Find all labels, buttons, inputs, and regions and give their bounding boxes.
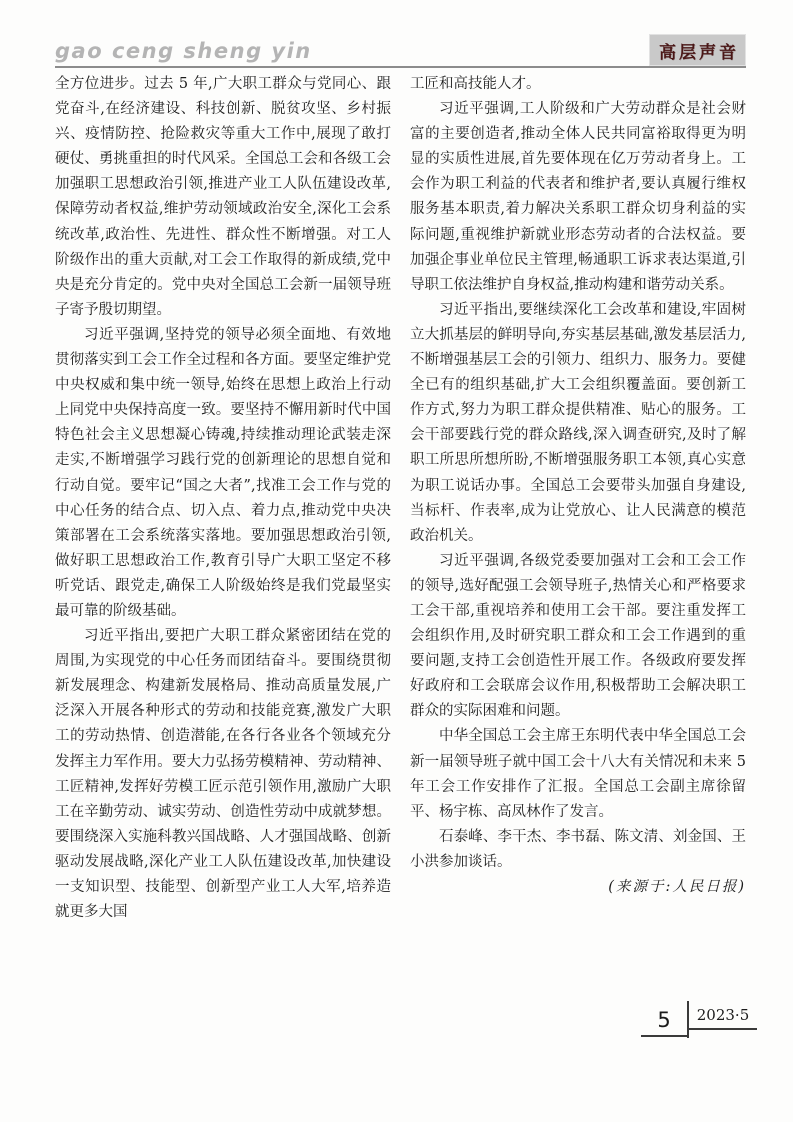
article-body	[55, 72, 746, 925]
paragraph: 工匠和高技能人才。	[410, 76, 541, 92]
section-label-badge: 高层声音	[649, 34, 746, 66]
source-note: (来源于:人民日报)	[608, 879, 746, 895]
page-header	[55, 34, 746, 68]
paragraph: 习近平指出,要把广大职工群众紧密团结在党的周围,为实现党的中心任务而团结奋斗。要围绕贯彻新发展理念、构建新发展格局、推动高质量发展,广泛深入开展各种形式的劳动和技能竞赛,激发广大职工的劳动热情、创造潜能,在各行各业各个领域充分发挥主力军作用。要大力弘扬劳模精神、劳动精神、工匠精神,发挥好劳模工匠示范引领作用,激励广大职工在辛勤劳动、诚实劳动、创造性劳动中成就梦想。要围绕深入实施科教兴国战略、人才强国战略、创新驱动发展战略,深化产业工人队伍建设改革,加快建设一支知识型、技能型、创新型产业工人大军,培养造就更多大国	[55, 628, 391, 921]
paragraph: 石泰峰、李干杰、李书磊、陈文清、刘金国、王小洪参加谈话。	[410, 828, 746, 870]
paragraph: 习近平强调,工人阶级和广大劳动群众是社会财富的主要创造者,推动全体人民共同富裕取得更为明显的实质性进展,首先要体现在亿万劳动者身上。工会作为职工利益的代表者和维护者,要认真履行维权服务基本职责,着力解决关系职工群众切身利益的实际问题,重视维护新就业形态劳动者的合法权益。要加强企事业单位民主管理,畅通职工诉求表达渠道,引导职工依法维护自身权益,推动构建和谐劳动关系。	[410, 101, 746, 293]
right-column	[410, 72, 746, 925]
left-column	[55, 72, 391, 925]
section-title-pinyin: gao ceng sheng yin	[55, 39, 312, 63]
paragraph: 全方位进步。过去 5 年,广大职工群众与党同心、跟党奋斗,在经济建设、科技创新、脱贫攻坚、乡村振兴、疫情防控、抢险救灾等重大工作中,展现了敢打硬仗、勇挑重担的时代风采。全国总工会和各级工会加强职工思想政治引领,推进产业工人队伍建设改革,保障劳动者权益,维护劳动领域政治安全,深化工会系统改革,政治性、先进性、群众性不断增强。对工人阶级作出的重大贡献,对工会工作取得的新成绩,党中央是充分肯定的。党中央对全国总工会新一届领导班子寄予殷切期望。	[55, 76, 391, 318]
issue-label: 2023·5	[689, 1005, 757, 1030]
paragraph: 习近平强调,各级党委要加强对工会和工会工作的领导,选好配强工会领导班子,热情关心和严格要求工会干部,重视培养和使用工会干部。要注重发挥工会组织作用,及时研究职工群众和工会工作遇到的重要问题,支持工会创造性开展工作。各级政府要发挥好政府和工会联席会议作用,积极帮助工会解决职工群众的实际困难和问题。	[410, 552, 746, 720]
page-number: 5	[641, 1007, 687, 1037]
paragraph: 习近平指出,要继续深化工会改革和建设,牢固树立大抓基层的鲜明导向,夯实基层基础,激发基层活力,不断增强基层工会的引领力、组织力、服务力。要健全已有的组织基础,扩大工会组织覆盖面。要创新工作方式,努力为职工群众提供精准、贴心的服务。工会干部要践行党的群众路线,深入调查研究,及时了解职工所思所想所盼,不断增强服务职工本领,真心实意为职工说话办事。全国总工会要带头加强自身建设,当标杆、作表率,成为让党放心、让人民满意的模范政治机关。	[410, 301, 746, 544]
paragraph: 中华全国总工会主席王东明代表中华全国总工会新一届领导班子就中国工会十八大有关情况和未来 5 年工会工作安排作了汇报。全国总工会副主席徐留平、杨宇栋、高凤林作了发言。	[410, 728, 746, 820]
paragraph: 习近平强调,坚持党的领导必须全面地、有效地贯彻落实到工会工作全过程和各方面。要坚定维护党中央权威和集中统一领导,始终在思想上政治上行动上同党中央保持高度一致。要坚持不懈用新时代中国特色社会主义思想凝心铸魂,持续推动理论武装走深走实,不断增强学习践行党的创新理论的思想自觉和行动自觉。要牢记“国之大者”,找准工会工作与党的中心任务的结合点、切入点、着力点,推动党中央决策部署在工会系统落实落地。要加强思想政治引领,做好职工思想政治工作,教育引导广大职工坚定不移听党话、跟党走,确保工人阶级始终是我们党最坚实最可靠的阶级基础。	[55, 326, 391, 619]
